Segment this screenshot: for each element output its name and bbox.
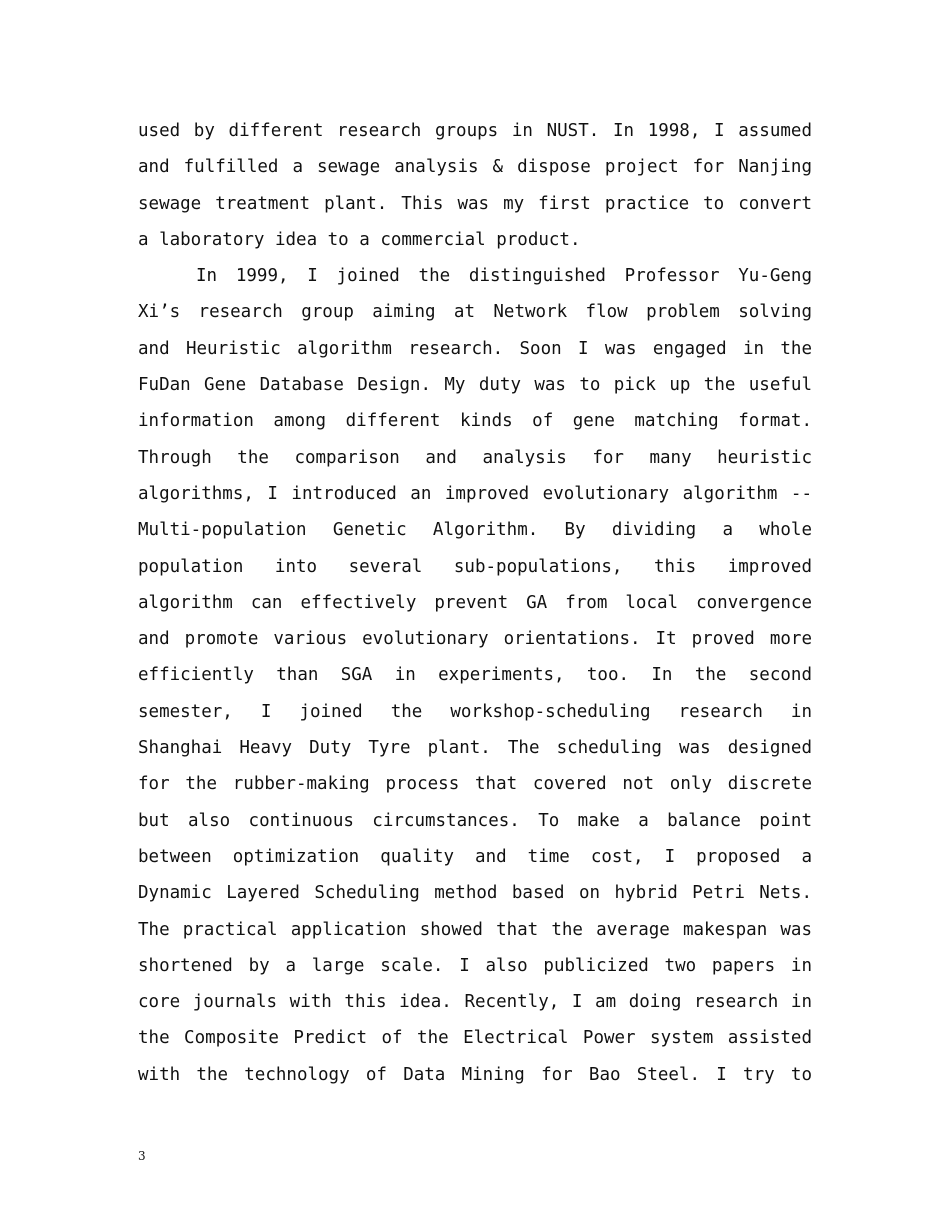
- text-line: In 1999, I joined the distinguished Professor Yu-Geng: [196, 266, 812, 287]
- text-line: Through the comparison and analysis for many heuristic: [138, 447, 812, 468]
- text-line: Dynamic Layered Scheduling method based on hybrid Petri Nets.: [138, 883, 812, 904]
- text-line: information among different kinds of gene matching format.: [138, 411, 812, 432]
- paragraph-1: [138, 113, 812, 258]
- paragraph-2: [138, 258, 812, 1093]
- text-line: and fulfilled a sewage analysis & dispose project for Nanjing: [138, 157, 812, 178]
- text-line: with the technology of Data Mining for Bao Steel. I try to: [138, 1064, 812, 1085]
- text-line: Shanghai Heavy Duty Tyre plant. The scheduling was designed: [138, 738, 812, 759]
- text-line: Xi’s research group aiming at Network flow problem solving: [138, 302, 812, 323]
- text-line: The practical application showed that the average makespan was: [138, 919, 812, 940]
- text-line: for the rubber-making process that covered not only discrete: [138, 774, 812, 795]
- page-number: 3: [138, 1149, 146, 1163]
- text-line: semester, I joined the workshop-scheduling research in: [138, 701, 812, 722]
- text-line: and Heuristic algorithm research. Soon I was engaged in the: [138, 338, 812, 359]
- body-text: [138, 113, 812, 1093]
- text-line: core journals with this idea. Recently, I am doing research in: [138, 992, 812, 1013]
- text-line: sewage treatment plant. This was my first practice to convert: [138, 193, 812, 214]
- text-line: a laboratory idea to a commercial product.: [138, 229, 581, 250]
- text-line: population into several sub-populations, this improved: [138, 556, 812, 577]
- text-line: but also continuous circumstances. To make a balance point: [138, 810, 812, 831]
- text-line: used by different research groups in NUST. In 1998, I assumed: [138, 121, 812, 141]
- text-line: between optimization quality and time cost, I proposed a: [138, 846, 812, 867]
- text-line: the Composite Predict of the Electrical Power system assisted: [138, 1028, 812, 1049]
- text-line: algorithms, I introduced an improved evolutionary algorithm --: [138, 483, 812, 504]
- text-line: algorithm can effectively prevent GA from local convergence: [138, 592, 812, 613]
- text-line: Multi-population Genetic Algorithm. By dividing a whole: [138, 520, 812, 541]
- text-line: efficiently than SGA in experiments, too. In the second: [138, 665, 812, 686]
- text-line: shortened by a large scale. I also publicized two papers in: [138, 955, 812, 976]
- text-line: and promote various evolutionary orientations. It proved more: [138, 629, 812, 650]
- text-line: FuDan Gene Database Design. My duty was to pick up the useful: [138, 375, 812, 396]
